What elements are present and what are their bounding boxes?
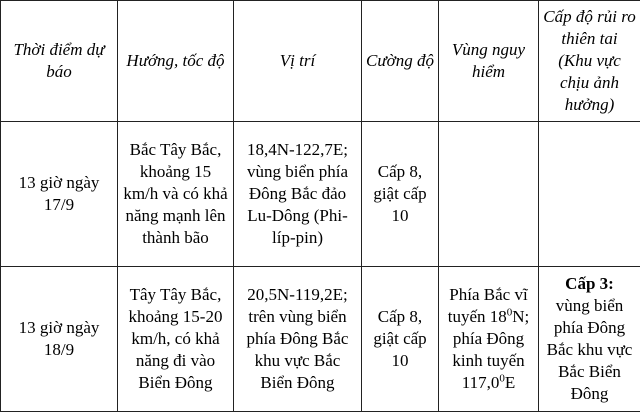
danger-zone-text-c: E xyxy=(505,373,515,392)
table-row xyxy=(1,267,640,412)
cell-time: 13 giờ ngày 18/9 xyxy=(1,267,118,412)
danger-zone-text-a: Phía Bắc vĩ tuyến 18 xyxy=(448,285,528,326)
cell-intensity: Cấp 8, giật cấp 10 xyxy=(362,267,439,412)
danger-zone-text-b: N; phía Đông kinh tuyến 117,0 xyxy=(452,307,529,392)
cell-direction: Bắc Tây Bắc, khoảng 15 km/h và có khả năng mạnh lên thành bão xyxy=(118,122,234,267)
cell-direction: Tây Tây Bắc, khoảng 15-20 km/h, có khả năng đi vào Biển Đông xyxy=(118,267,234,412)
header-danger-zone: Vùng nguy hiểm xyxy=(439,1,539,122)
header-row xyxy=(1,1,640,122)
header-risk-level: Cấp độ rủi ro thiên tai (Khu vực chịu ảnh hưởng) xyxy=(539,1,640,122)
cell-risk-level xyxy=(539,122,640,267)
cell-time: 13 giờ ngày 17/9 xyxy=(1,122,118,267)
risk-area-text: vùng biển phía Đông Bắc khu vực Bắc Biển Đông xyxy=(543,295,636,405)
cell-position: 20,5N-119,2E; trên vùng biển phía Đông Bắc khu vực Bắc Biển Đông xyxy=(234,267,362,412)
cell-danger-zone xyxy=(439,267,539,412)
risk-level-label: Cấp 3: xyxy=(543,273,636,295)
cell-intensity: Cấp 8, giật cấp 10 xyxy=(362,122,439,267)
header-direction-speed: Hướng, tốc độ xyxy=(118,1,234,122)
header-position: Vị trí xyxy=(234,1,362,122)
table-row xyxy=(1,122,640,267)
degree-superscript: 0 xyxy=(507,306,513,318)
degree-superscript: 0 xyxy=(499,372,505,384)
cell-position: 18,4N-122,7E; vùng biển phía Đông Bắc đảo Lu-Dông (Phi-líp-pin) xyxy=(234,122,362,267)
cell-risk-level xyxy=(539,267,640,412)
cell-danger-zone xyxy=(439,122,539,267)
header-forecast-time: Thời điểm dự báo xyxy=(1,1,118,122)
header-intensity: Cường độ xyxy=(362,1,439,122)
